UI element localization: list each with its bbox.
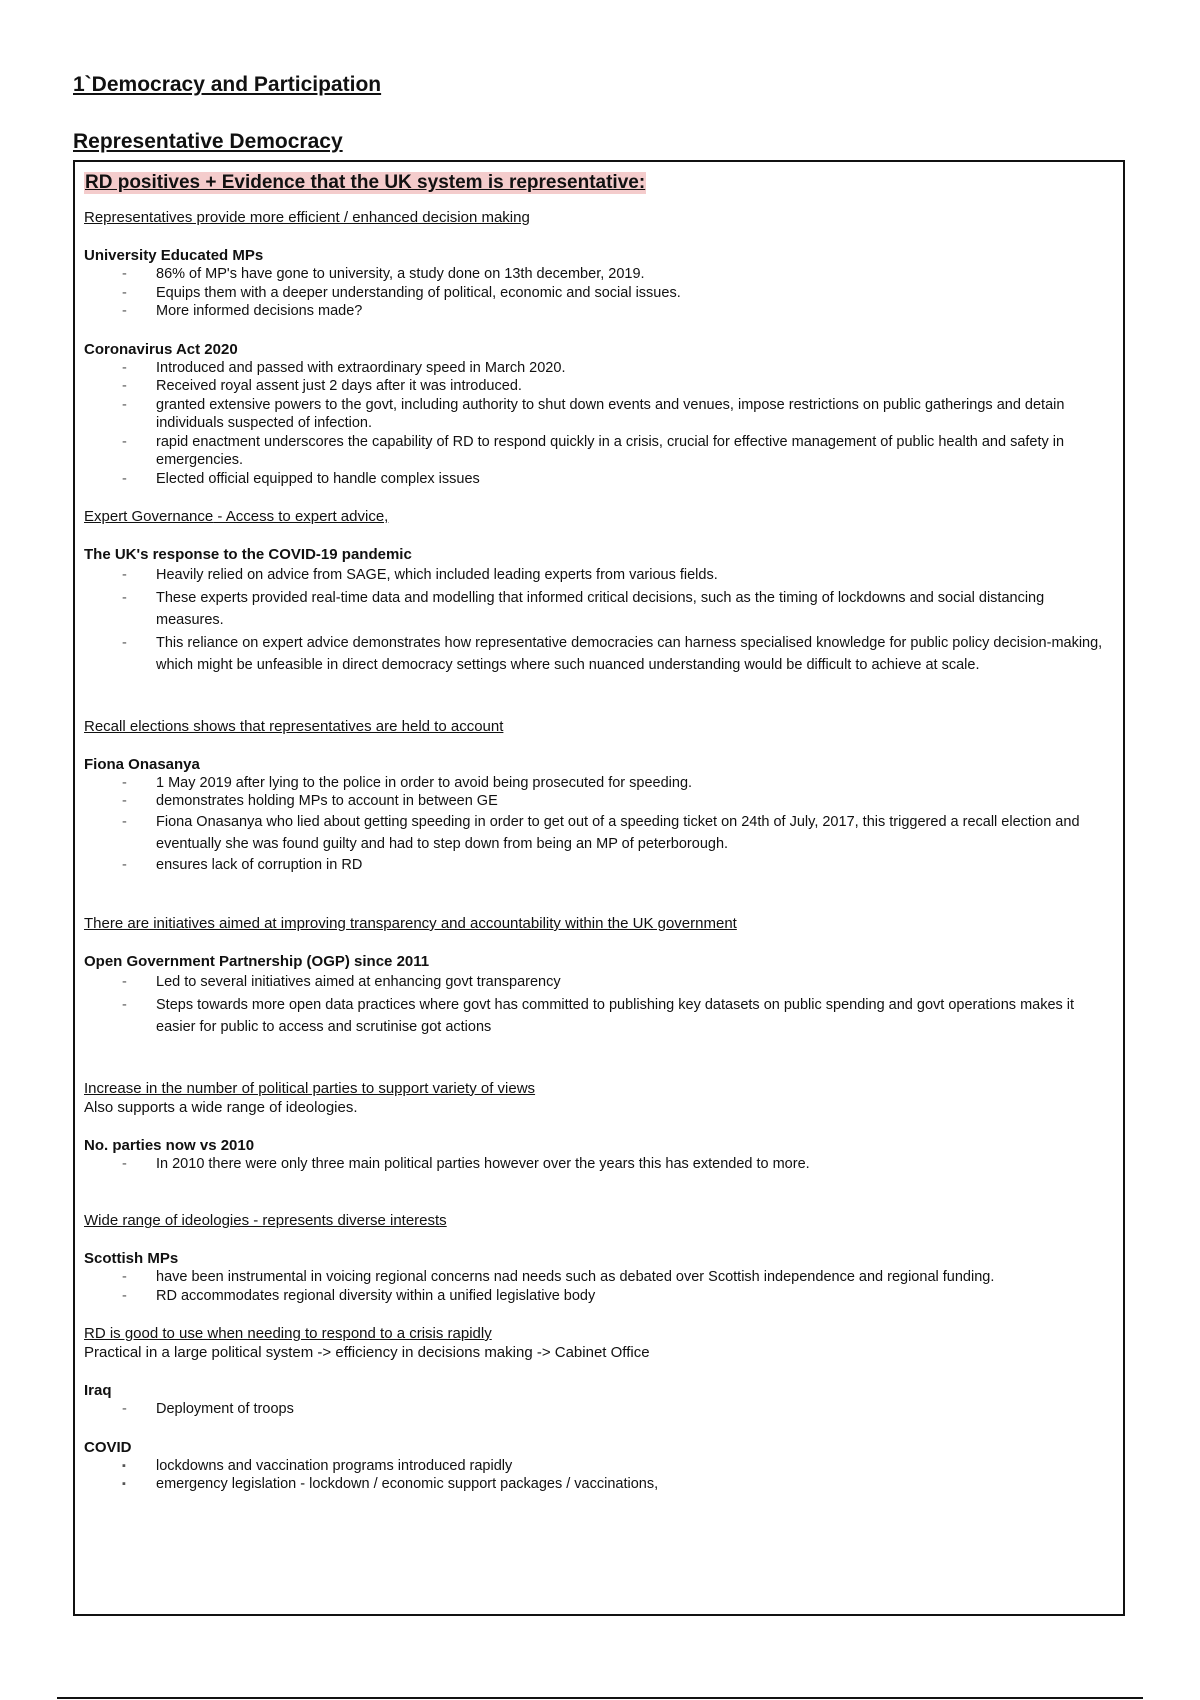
claim-efficient: Representatives provide more efficient / enhanced decision making — [84, 209, 530, 226]
list-item: - These experts provided real-time data and modelling that informed critical decisions, such as the timing of lockdowns and social distancing measures. — [156, 587, 1113, 632]
list-item: - In 2010 there were only three main political parties however over the years this has extended to more. — [156, 1155, 1113, 1174]
example-title: Fiona Onasanya — [84, 755, 200, 773]
list-item: - More informed decisions made? — [156, 302, 1113, 321]
list-item: - demonstrates holding MPs to account in between GE — [156, 792, 1113, 811]
bullet-list — [84, 1155, 1113, 1174]
document-title: 1`Democracy and Participation — [73, 73, 382, 96]
section-ideologies — [84, 1211, 1113, 1305]
bullet-list — [84, 1457, 1113, 1494]
list-item: - granted extensive powers to the govt, including authority to shut down events and venues, impose restrictions on public gatherings and detain individuals suspected of infection. — [156, 396, 1113, 433]
section-parties — [84, 1079, 1113, 1174]
list-item: ▪ lockdowns and vaccination programs introduced rapidly — [156, 1457, 1113, 1476]
example-title: The UK's response to the COVID-19 pandemic — [84, 546, 412, 563]
claim-ideologies: Wide range of ideologies - represents diverse interests — [84, 1212, 447, 1229]
section-efficient — [84, 208, 1113, 488]
list-item: - Received royal assent just 2 days after it was introduced. — [156, 377, 1113, 396]
section-recall — [84, 717, 1113, 875]
note-text: Also supports a wide range of ideologies. — [84, 1098, 358, 1116]
note-text: Practical in a large political system -> efficiency in decisions making -> Cabinet Office — [84, 1344, 650, 1361]
claim-expert-label: Expert Governance — [84, 508, 214, 525]
bullet-list — [84, 1268, 1113, 1305]
list-item: - have been instrumental in voicing regional concerns nad needs such as debated over Scottish independence and regional funding. — [156, 1268, 1113, 1287]
list-item: - This reliance on expert advice demonstrates how representative democracies can harness specialised knowledge for public policy decision-making, which might be unfeasible in direct democracy settings where such nuanced understanding would be difficult to achieve at scale. — [156, 632, 1113, 677]
list-item: - Steps towards more open data practices where govt has committed to publishing key datasets on public spending and govt operations makes it easier for public to access and scrutinise got actions — [156, 994, 1113, 1039]
bullet-list — [84, 564, 1113, 677]
bullet-list — [84, 359, 1113, 489]
example-title: Scottish MPs — [84, 1250, 179, 1267]
claim-expert-rest: - Access to expert advice, — [213, 508, 389, 525]
example-title: COVID — [84, 1438, 132, 1456]
list-item: - 1 May 2019 after lying to the police in order to avoid being prosecuted for speeding. — [156, 774, 1113, 793]
claim-parties: Increase in the number of political parties to support variety of views — [84, 1079, 536, 1097]
list-item: - Fiona Onasanya who lied about getting speeding in order to get out of a speeding ticket on 24th of July, 2017, this triggered a recall election and eventually she was found guilty and had to step down from being an MP of peterborough. — [156, 811, 1113, 856]
claim-recall: Recall elections shows that representatives are held to account — [84, 717, 504, 735]
section-expert — [84, 507, 1113, 677]
list-item: - Introduced and passed with extraordinary speed in March 2020. — [156, 359, 1113, 378]
list-item: - 86% of MP's have gone to university, a study done on 13th december, 2019. — [156, 265, 1113, 284]
list-item: - Heavily relied on advice from SAGE, which included leading experts from various fields. — [156, 564, 1113, 587]
list-item: - Elected official equipped to handle complex issues — [156, 470, 1113, 489]
section-transparency — [84, 914, 1113, 1039]
claim-crisis: RD is good to use when needing to respond to a crisis rapidly — [84, 1325, 492, 1342]
list-item: - ensures lack of corruption in RD — [156, 856, 1113, 875]
bullet-list — [84, 265, 1113, 321]
section-crisis — [84, 1324, 1113, 1494]
box-heading: RD positives + Evidence that the UK system is representative: — [85, 172, 646, 193]
bullet-list — [84, 774, 1113, 875]
list-item: ▪ emergency legislation - lockdown / economic support packages / vaccinations, — [156, 1475, 1113, 1494]
example-title: Open Government Partnership (OGP) since 2011 — [84, 953, 430, 970]
example-title: University Educated MPs — [84, 247, 264, 264]
bullet-list — [84, 1400, 1113, 1419]
claim-expert — [84, 507, 1113, 526]
positives-box — [73, 160, 1125, 1616]
bullet-list — [84, 971, 1113, 1039]
list-item: - Equips them with a deeper understanding of political, economic and social issues. — [156, 284, 1113, 303]
section-heading: Representative Democracy — [73, 130, 343, 153]
list-item: - RD accommodates regional diversity within a unified legislative body — [156, 1287, 1113, 1306]
example-title: Iraq — [84, 1382, 112, 1399]
list-item: - Deployment of troops — [156, 1400, 1113, 1419]
example-title: No. parties now vs 2010 — [84, 1136, 255, 1154]
example-title: Coronavirus Act 2020 — [84, 340, 238, 358]
list-item: - rapid enactment underscores the capability of RD to respond quickly in a crisis, crucial for effective management of public health and safety in emergencies. — [156, 433, 1113, 470]
footer-divider — [57, 1697, 1143, 1699]
list-item: - Led to several initiatives aimed at enhancing govt transparency — [156, 971, 1113, 994]
claim-transparency: There are initiatives aimed at improving transparency and accountability within the UK government — [84, 915, 737, 932]
